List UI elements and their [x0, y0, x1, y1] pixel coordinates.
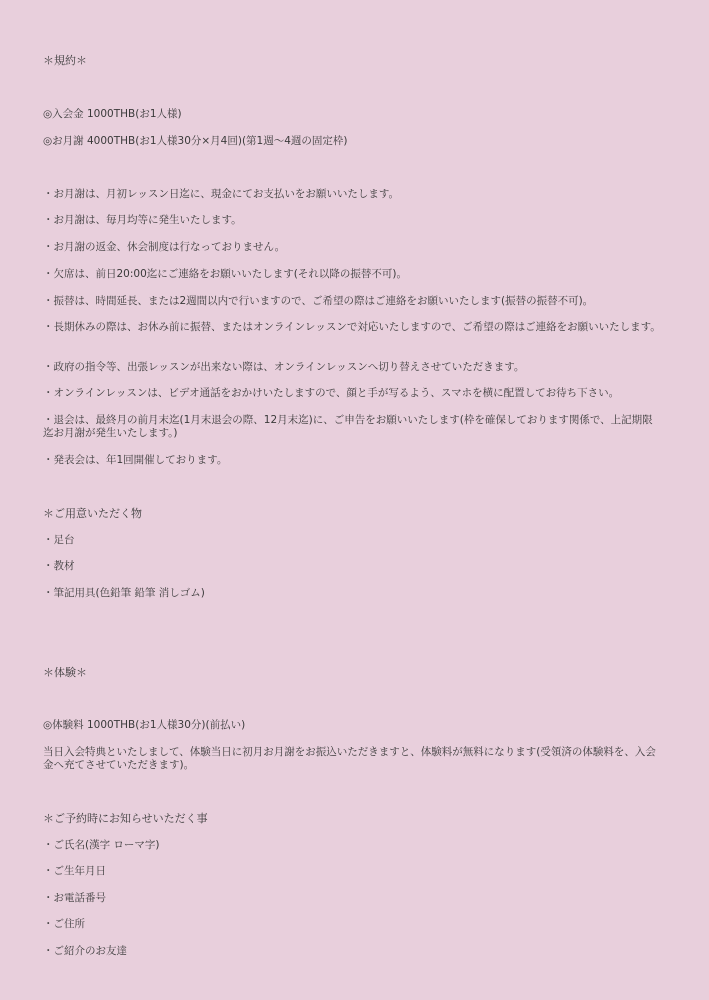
reservation-item: ・ご紹介のお友達	[43, 945, 127, 957]
prepare-item: ・筆記用具(色鉛筆 鉛筆 消しゴム)	[43, 587, 205, 599]
rule-item: ・お月謝は、毎月均等に発生いたします。	[43, 214, 242, 226]
rule-item: ・長期休みの際は、お休み前に振替、またはオンラインレッスンで対応いたしますので、ご希望の際はご連絡をお願いいたします。	[43, 321, 661, 333]
rule-item: ・政府の指令等、出張レッスンが出来ない際は、オンラインレッスンへ切り替えさせていただきます。	[43, 361, 525, 373]
rule-item: ・発表会は、年1回開催しております。	[43, 454, 228, 466]
prepare-heading: ＊ご用意いただく物	[43, 507, 142, 520]
rules-heading: ＊規約＊	[43, 54, 87, 67]
rule-item: ・オンラインレッスンは、ビデオ通話をおかけいたしますので、顔と手が写るよう、スマホを横に配置してお待ち下さい。	[43, 387, 620, 399]
rule-item: ・お月謝は、月初レッスン日迄に、現金にてお支払いをお願いいたします。	[43, 188, 400, 200]
monthly-fee: ◎お月謝 4000THB(お1人様30分×月4回)(第1週〜4週の固定枠)	[43, 135, 348, 147]
rule-item: ・退会は、最終月の前月末迄(1月末退会の際、12月末迄)に、ご申告をお願いいたします(枠を確保しております関係で、上記期限迄お月謝が発生いたします。)	[43, 414, 653, 439]
prepare-item: ・教材	[43, 560, 75, 572]
trial-note: 当日入会特典といたしまして、体験当日に初月お月謝をお振込いただきますと、体験料が無料になります(受領済の体験料を、入会金へ充てさせていただきます)。	[43, 746, 656, 771]
trial-heading: ＊体験＊	[43, 666, 87, 679]
rule-item: ・欠席は、前日20:00迄にご連絡をお願いいたします(それ以降の振替不可)。	[43, 268, 407, 280]
reservation-item: ・ご氏名(漢字 ローマ字)	[43, 839, 160, 851]
trial-fee: ◎体験料 1000THB(お1人様30分)(前払い)	[43, 719, 246, 731]
prepare-item: ・足台	[43, 534, 75, 546]
rule-item: ・振替は、時間延長、または2週間以内で行いますので、ご希望の際はご連絡をお願いいたします(振替の振替不可)。	[43, 295, 594, 307]
reservation-item: ・お電話番号	[43, 892, 106, 904]
reservation-heading: ＊ご予約時にお知らせいただく事	[43, 812, 208, 825]
reservation-item: ・ご住所	[43, 918, 85, 930]
rule-item: ・お月謝の返金、休会制度は行なっておりません。	[43, 241, 286, 253]
entry-fee: ◎入会金 1000THB(お1人様)	[43, 108, 182, 120]
reservation-item: ・ご生年月日	[43, 865, 106, 877]
